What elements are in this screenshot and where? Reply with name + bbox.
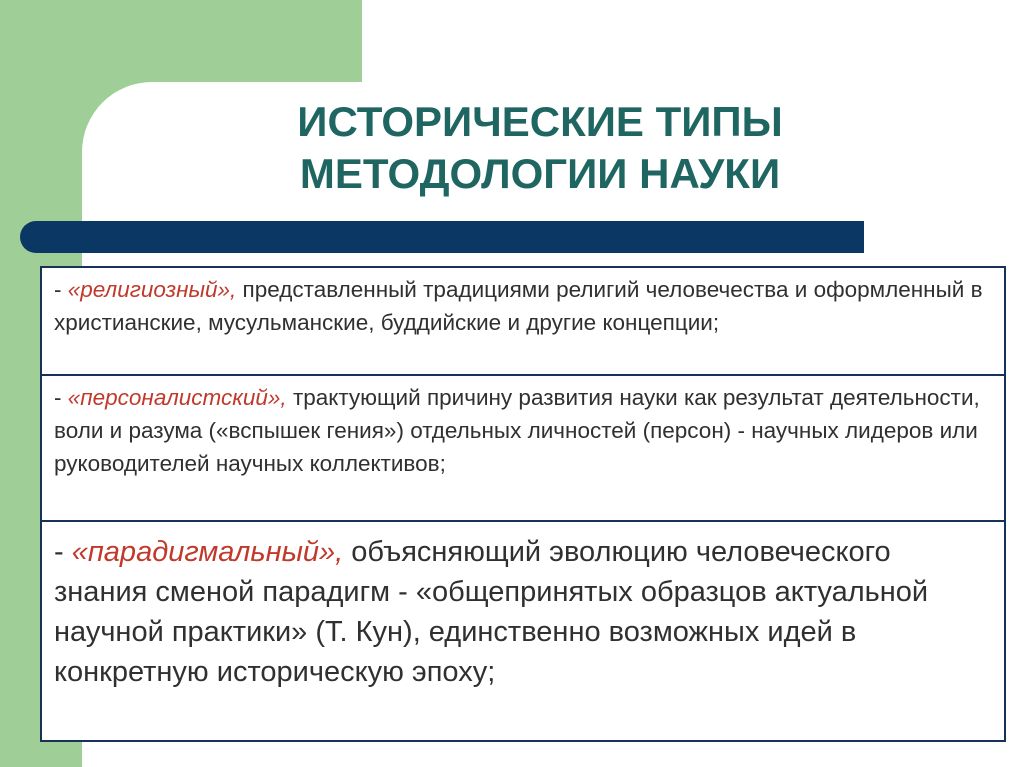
item-term: «персоналистский», bbox=[67, 385, 287, 410]
title-line-1: ИСТОРИЧЕСКИЕ ТИПЫ bbox=[297, 98, 783, 145]
item-description: объясняющий эволюцию человеческого знания сменой парадигм - «общепринятых образцов актуальной научной практики» (Т. Кун), единственно возможных идей в конкретную историческую эпоху; bbox=[54, 536, 929, 688]
table-row bbox=[42, 376, 1004, 522]
item-term: «парадигмальный», bbox=[71, 536, 344, 568]
methodology-types-table bbox=[40, 266, 1006, 742]
item-description: представленный традициями религий человечества и оформленный в христианские, мусульманские, буддийские и другие концепции; bbox=[54, 277, 983, 335]
item-prefix: - bbox=[54, 536, 72, 568]
item-prefix: - bbox=[54, 277, 68, 302]
slide-title bbox=[170, 96, 910, 200]
item-description: трактующий причину развития науки как результат деятельности, воли и разума («вспышек гения») отдельных личностей (персон) - научных лидеров или руководителей научных коллективов; bbox=[54, 385, 980, 476]
item-prefix: - bbox=[54, 385, 68, 410]
table-row bbox=[42, 268, 1004, 376]
navy-divider-bar bbox=[20, 221, 864, 253]
item-term: «религиозный», bbox=[67, 277, 237, 302]
title-line-2: МЕТОДОЛОГИИ НАУКИ bbox=[299, 150, 781, 197]
table-row bbox=[42, 522, 1004, 740]
